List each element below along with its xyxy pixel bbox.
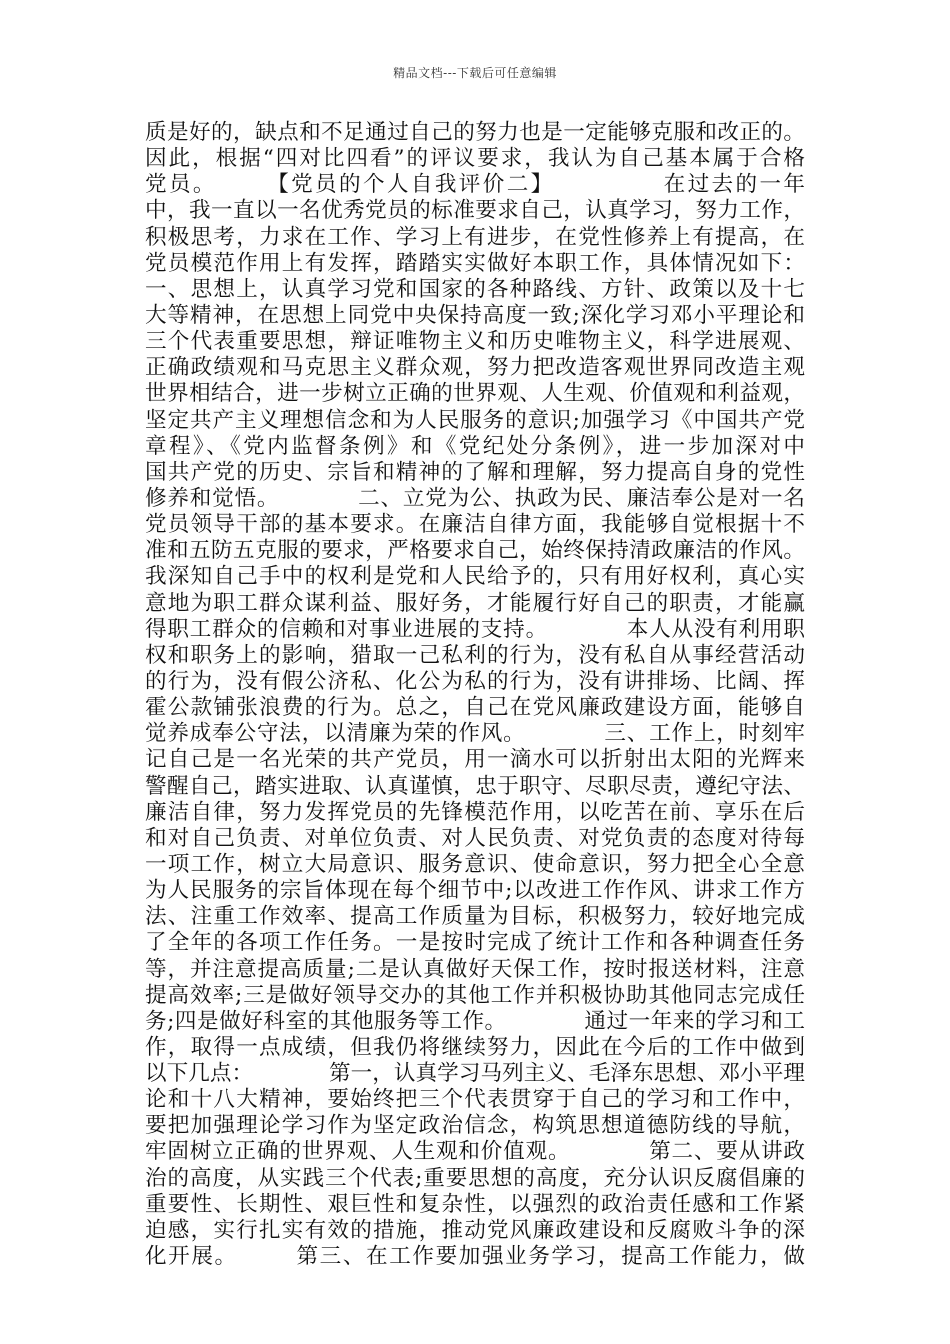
document-line: 论和十八大精神，要始终把三个代表贯穿于自己的学习和工作中，	[145, 1087, 805, 1113]
document-line: 一、思想上，认真学习党和国家的各种路线、方针、政策以及十七	[145, 276, 805, 302]
document-line: 记自己是一名光荣的共产党员，用一滴水可以折射出太阳的光辉来	[145, 747, 805, 773]
document-line: 霍公款铺张浪费的行为。总之，自己在党风廉政建设方面，能够自	[145, 695, 805, 721]
document-line: 重要性、长期性、艰巨性和复杂性，以强烈的政治责任感和工作紧	[145, 1191, 805, 1217]
document-line: 国共产党的历史、宗旨和精神的了解和理解，努力提高自身的党性	[145, 459, 805, 485]
document-line: 坚定共产主义理想信念和为人民服务的意识;加强学习《中国共产党	[145, 407, 805, 433]
document-line: 准和五防五克服的要求，严格要求自己，始终保持清政廉洁的作风。	[145, 538, 805, 564]
document-line: 得职工群众的信赖和对事业进展的支持。 本人从没有利用职	[145, 616, 805, 642]
document-line: 世界相结合，进一步树立正确的世界观、人生观、价值观和利益观，	[145, 381, 805, 407]
document-line: 积极思考，力求在工作、学习上有进步，在党性修养上有提高，在	[145, 224, 805, 250]
page-header: 精品文档---下载后可任意编辑	[393, 66, 557, 80]
document-line: 警醒自己，踏实进取、认真谨慎，忠于职守、尽职尽责，遵纪守法、	[145, 773, 805, 799]
document-line: 要把加强理论学习作为坚定政治信念，构筑思想道德防线的导航，	[145, 1113, 805, 1139]
document-line: 等，并注意提高质量;二是认真做好天保工作，按时报送材料，注意	[145, 956, 805, 982]
document-line: 治的高度，从实践三个代表;重要思想的高度，充分认识反腐倡廉的	[145, 1165, 805, 1191]
document-line: 法、注重工作效率、提高工作质量为目标，积极努力，较好地完成	[145, 904, 805, 930]
document-line: 修养和觉悟。 二、立党为公、执政为民、廉洁奉公是对一名	[145, 485, 805, 511]
document-line: 三个代表重要思想，辩证唯物主义和历史唯物主义，科学进展观、	[145, 329, 805, 355]
document-line: 正确政绩观和马克思主义群众观，努力把改造客观世界同改造主观	[145, 355, 805, 381]
document-line: 觉养成奉公守法，以清廉为荣的作风。 三、工作上，时刻牢	[145, 721, 805, 747]
document-line: 意地为职工群众谋利益、服好务，才能履行好自己的职责，才能赢	[145, 590, 805, 616]
document-line: 党员。 【党员的个人自我评价二】 在过去的一年	[145, 172, 805, 198]
document-line: 中，我一直以一名优秀党员的标准要求自己，认真学习，努力工作，	[145, 198, 805, 224]
document-body	[145, 120, 805, 1270]
document-line: 以下几点： 第一，认真学习马列主义、毛泽东思想、邓小平理	[145, 1061, 805, 1087]
document-line: 牢固树立正确的世界观、人生观和价值观。 第二、要从讲政	[145, 1139, 805, 1165]
document-line: 章程》、《党内监督条例》和《党纪处分条例》，进一步加深对中	[145, 433, 805, 459]
document-line: 党员模范作用上有发挥，踏踏实实做好本职工作，具体情况如下：	[145, 250, 805, 276]
document-line: 了全年的各项工作任务。一是按时完成了统计工作和各种调查任务	[145, 930, 805, 956]
document-line: 质是好的，缺点和不足通过自己的努力也是一定能够克服和改正的。	[145, 120, 805, 145]
document-line: 和对自己负责、对单位负责、对人民负责、对党负责的态度对待每	[145, 825, 805, 851]
document-line: 作，取得一点成绩，但我仍将继续努力，因此在今后的工作中做到	[145, 1034, 805, 1060]
document-line: 的行为，没有假公济私、化公为私的行为，没有讲排场、比阔、挥	[145, 668, 805, 694]
document-line: 一项工作，树立大局意识、服务意识、使命意识，努力把全心全意	[145, 851, 805, 877]
document-line: 因此，根据“四对比四看”的评议要求，我认为自己基本属于合格	[145, 146, 805, 172]
document-line: 化开展。 第三、在工作要加强业务学习，提高工作能力，做	[145, 1244, 805, 1270]
document-line: 大等精神，在思想上同党中央保持高度一致;深化学习邓小平理论和	[145, 302, 805, 328]
document-line: 为人民服务的宗旨体现在每个细节中;以改进工作作风、讲求工作方	[145, 878, 805, 904]
document-line: 我深知自己手中的权利是党和人民给予的，只有用好权利，真心实	[145, 564, 805, 590]
document-line: 务;四是做好科室的其他服务等工作。 通过一年来的学习和工	[145, 1008, 805, 1034]
document-line: 廉洁自律，努力发挥党员的先锋模范作用，以吃苦在前、享乐在后	[145, 799, 805, 825]
document-line: 党员领导干部的基本要求。在廉洁自律方面，我能够自觉根据十不	[145, 512, 805, 538]
document-line: 权和职务上的影响，猎取一己私利的行为，没有私自从事经营活动	[145, 642, 805, 668]
document-line: 迫感，实行扎实有效的措施，推动党风廉政建设和反腐败斗争的深	[145, 1217, 805, 1243]
document-line: 提高效率;三是做好领导交办的其他工作并积极协助其他同志完成任	[145, 982, 805, 1008]
